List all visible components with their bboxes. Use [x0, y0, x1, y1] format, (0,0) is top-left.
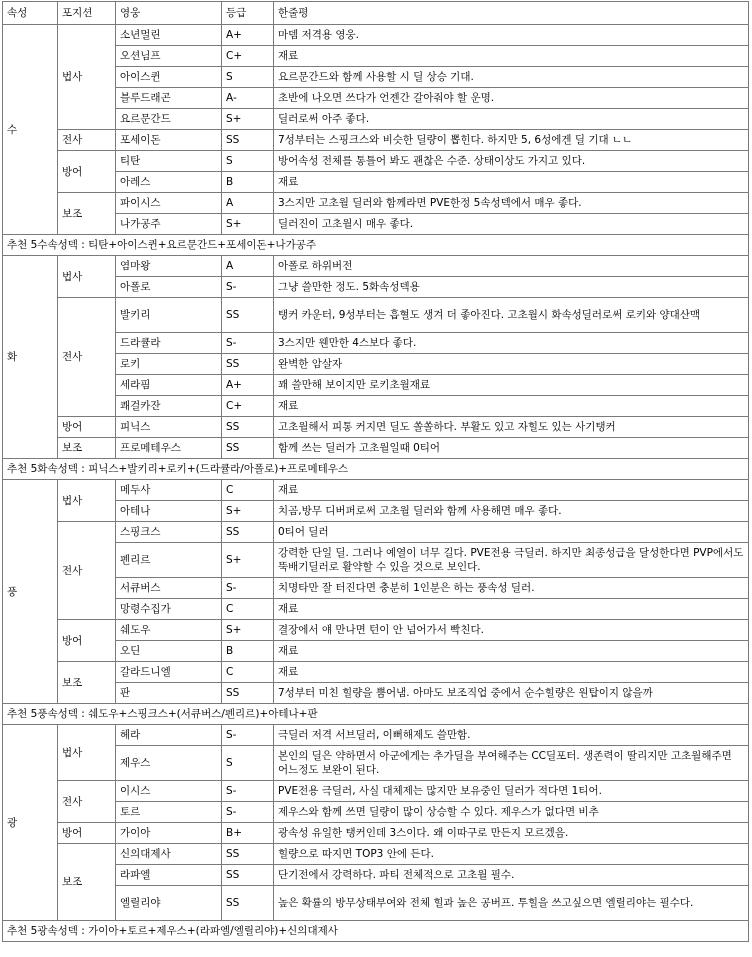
position-cell: 보조 — [58, 662, 116, 704]
position-cell: 보조 — [58, 438, 116, 459]
hero-row — [3, 417, 749, 438]
hero-name-cell: 스핑크스 — [116, 522, 222, 543]
hero-name-cell: 오딘 — [116, 641, 222, 662]
grade-cell: A — [222, 256, 274, 277]
comment-cell: 재료 — [274, 172, 749, 193]
hero-name-cell: 갈라드니엘 — [116, 662, 222, 683]
position-cell: 전사 — [58, 298, 116, 417]
grade-cell: SS — [222, 130, 274, 151]
position-cell: 법사 — [58, 725, 116, 781]
attribute-cell: 화 — [3, 256, 58, 459]
hero-row — [3, 130, 749, 151]
grade-cell: SS — [222, 865, 274, 886]
hero-name-cell: 쾌걸카잔 — [116, 396, 222, 417]
hero-row — [3, 480, 749, 501]
grade-cell: S- — [222, 277, 274, 298]
grade-cell: S- — [222, 725, 274, 746]
comment-cell: 0티어 딜러 — [274, 522, 749, 543]
position-cell: 방어 — [58, 620, 116, 662]
recommend-deck-cell: 추천 5수속성덱 : 티탄+아이스퀸+요르문간드+포세이돈+나가공주 — [3, 235, 749, 256]
hero-name-cell: 블루드래곤 — [116, 88, 222, 109]
comment-cell: 3스지만 고초월 딜러와 함께라면 PVE한정 5속성덱에서 매우 좋다. — [274, 193, 749, 214]
hero-name-cell: 서큐버스 — [116, 578, 222, 599]
hero-tier-table — [2, 1, 749, 942]
comment-cell: 완벽한 암살자 — [274, 354, 749, 375]
hero-name-cell: 염마왕 — [116, 256, 222, 277]
hero-row — [3, 256, 749, 277]
comment-cell: PVE전용 극딜러, 사실 대체제는 많지만 보유중인 딜러가 적다면 1티어. — [274, 781, 749, 802]
grade-cell: C — [222, 480, 274, 501]
hero-name-cell: 드라큘라 — [116, 333, 222, 354]
grade-cell: A+ — [222, 25, 274, 46]
position-cell: 보조 — [58, 844, 116, 921]
hero-name-cell: 아레스 — [116, 172, 222, 193]
grade-cell: S- — [222, 333, 274, 354]
comment-cell: 7성부터 미친 힐량을 뿜어냄. 아마도 보조직업 중에서 순수힐량은 원탑이지 않을까 — [274, 683, 749, 704]
hero-name-cell: 망령수집가 — [116, 599, 222, 620]
recommend-row — [3, 235, 749, 256]
position-cell: 방어 — [58, 823, 116, 844]
tier-body — [3, 25, 749, 942]
position-cell: 전사 — [58, 522, 116, 620]
recommend-deck-cell: 추천 5광속성덱 : 가이아+토르+제우스+(라파엘/엘릴리야)+신의대제사 — [3, 921, 749, 942]
header-hero: 영웅 — [116, 2, 222, 25]
comment-cell: 함께 쓰는 딜러가 고초월일때 0티어 — [274, 438, 749, 459]
comment-cell: 아폴로 하위버전 — [274, 256, 749, 277]
grade-cell: SS — [222, 844, 274, 865]
recommend-row — [3, 459, 749, 480]
grade-cell: A- — [222, 88, 274, 109]
comment-cell: 고초월해서 피통 커지면 딜도 쏠쏠하다. 부활도 있고 자힐도 있는 사기탱커 — [274, 417, 749, 438]
attribute-cell: 풍 — [3, 480, 58, 704]
grade-cell: B — [222, 172, 274, 193]
position-cell: 방어 — [58, 417, 116, 438]
comment-cell: 마뎀 저격용 영웅. — [274, 25, 749, 46]
header-row — [3, 2, 749, 25]
hero-row — [3, 662, 749, 683]
grade-cell: A — [222, 193, 274, 214]
comment-cell: 강력한 단일 딜. 그러나 예열이 너무 길다. PVE전용 극딜러. 하지만 최종성급을 달성한다면 PVP에서도 뚝배기딜러로 활약할 수 있을 것으로 보인다. — [274, 543, 749, 578]
grade-cell: SS — [222, 522, 274, 543]
comment-cell: 높은 확률의 방무상태부여와 전체 힐과 높은 공버프. 투힐을 쓰고싶으면 엘릴리야는 필수다. — [274, 886, 749, 921]
hero-name-cell: 나가공주 — [116, 214, 222, 235]
comment-cell: 재료 — [274, 641, 749, 662]
comment-cell: 치명타만 잘 터진다면 충분히 1인분은 하는 풍속성 딜러. — [274, 578, 749, 599]
hero-name-cell: 프로메테우스 — [116, 438, 222, 459]
hero-name-cell: 신의대제사 — [116, 844, 222, 865]
grade-cell: SS — [222, 298, 274, 333]
hero-row — [3, 298, 749, 333]
grade-cell: C+ — [222, 396, 274, 417]
grade-cell: C — [222, 662, 274, 683]
hero-name-cell: 헤라 — [116, 725, 222, 746]
comment-cell: 3스지만 웬만한 4스보다 좋다. — [274, 333, 749, 354]
comment-cell: 딜러진이 고초월시 매우 좋다. — [274, 214, 749, 235]
header-attribute: 속성 — [3, 2, 58, 25]
comment-cell: 방어속성 전체를 통틀어 봐도 괜찮은 수준. 상태이상도 가지고 있다. — [274, 151, 749, 172]
hero-row — [3, 823, 749, 844]
hero-name-cell: 아테나 — [116, 501, 222, 522]
comment-cell: 초반에 나오면 쓰다가 언젠간 갈아줘야 할 운명. — [274, 88, 749, 109]
recommend-row — [3, 704, 749, 725]
grade-cell: S+ — [222, 501, 274, 522]
comment-cell: 제우스와 함께 쓰면 딜량이 많이 상승할 수 있다. 제우스가 없다면 비추 — [274, 802, 749, 823]
hero-row — [3, 193, 749, 214]
grade-cell: S+ — [222, 620, 274, 641]
attribute-cell: 수 — [3, 25, 58, 235]
hero-name-cell: 포세이돈 — [116, 130, 222, 151]
comment-cell: 광속성 유일한 탱커인데 3스이다. 왜 이따구로 만든지 모르겠음. — [274, 823, 749, 844]
hero-name-cell: 오션님프 — [116, 46, 222, 67]
comment-cell: 요르문간드와 함께 사용할 시 딜 상승 기대. — [274, 67, 749, 88]
grade-cell: S+ — [222, 214, 274, 235]
comment-cell: 탱커 카운터, 9성부터는 흡혈도 생겨 더 좋아진다. 고초월시 화속성딜러로써 로키와 양대산맥 — [274, 298, 749, 333]
hero-row — [3, 620, 749, 641]
comment-cell: 재료 — [274, 396, 749, 417]
hero-name-cell: 요르문간드 — [116, 109, 222, 130]
comment-cell: 단기전에서 강력하다. 파티 전체적으로 고초월 필수. — [274, 865, 749, 886]
recommend-row — [3, 921, 749, 942]
hero-name-cell: 토르 — [116, 802, 222, 823]
grade-cell: SS — [222, 438, 274, 459]
grade-cell: S+ — [222, 109, 274, 130]
hero-row — [3, 725, 749, 746]
grade-cell: S- — [222, 578, 274, 599]
comment-cell: 재료 — [274, 662, 749, 683]
hero-name-cell: 세라핌 — [116, 375, 222, 396]
hero-name-cell: 티탄 — [116, 151, 222, 172]
hero-name-cell: 메두사 — [116, 480, 222, 501]
recommend-deck-cell: 추천 5화속성덱 : 피닉스+발키리+로키+(드라큘라/아폴로)+프로메테우스 — [3, 459, 749, 480]
recommend-deck-cell: 추천 5풍속성덱 : 쉐도우+스핑크스+(서큐버스/펜리르)+아테나+판 — [3, 704, 749, 725]
grade-cell: S+ — [222, 543, 274, 578]
header-grade: 등급 — [222, 2, 274, 25]
hero-name-cell: 피닉스 — [116, 417, 222, 438]
grade-cell: SS — [222, 886, 274, 921]
comment-cell: 힐량으로 따지면 TOP3 안에 든다. — [274, 844, 749, 865]
comment-cell: 치곰,방무 디버퍼로써 고초월 딜러와 함께 사용해면 매우 좋다. — [274, 501, 749, 522]
grade-cell: S — [222, 151, 274, 172]
hero-row — [3, 522, 749, 543]
hero-name-cell: 펜리르 — [116, 543, 222, 578]
position-cell: 법사 — [58, 480, 116, 522]
grade-cell: SS — [222, 683, 274, 704]
comment-cell: 꽤 쓸만해 보이지만 로키초월재료 — [274, 375, 749, 396]
hero-name-cell: 로키 — [116, 354, 222, 375]
comment-cell: 딜러로써 아주 좋다. — [274, 109, 749, 130]
hero-name-cell: 파이시스 — [116, 193, 222, 214]
header-comment: 한줄평 — [274, 2, 749, 25]
hero-name-cell: 아이스퀸 — [116, 67, 222, 88]
position-cell: 법사 — [58, 25, 116, 130]
comment-cell: 재료 — [274, 480, 749, 501]
hero-row — [3, 438, 749, 459]
attribute-cell: 광 — [3, 725, 58, 921]
hero-name-cell: 제우스 — [116, 746, 222, 781]
comment-cell: 극딜러 저격 서브딜러, 이뻐해제도 쓸만함. — [274, 725, 749, 746]
grade-cell: S- — [222, 781, 274, 802]
hero-name-cell: 아폴로 — [116, 277, 222, 298]
grade-cell: A+ — [222, 375, 274, 396]
comment-cell: 재료 — [274, 599, 749, 620]
position-cell: 전사 — [58, 130, 116, 151]
hero-name-cell: 엘릴리야 — [116, 886, 222, 921]
grade-cell: B+ — [222, 823, 274, 844]
comment-cell: 재료 — [274, 46, 749, 67]
hero-name-cell: 판 — [116, 683, 222, 704]
hero-name-cell: 이시스 — [116, 781, 222, 802]
grade-cell: S- — [222, 802, 274, 823]
position-cell: 전사 — [58, 781, 116, 823]
comment-cell: 그냥 쓸만한 정도. 5화속성덱용 — [274, 277, 749, 298]
position-cell: 법사 — [58, 256, 116, 298]
hero-row — [3, 781, 749, 802]
hero-name-cell: 발키리 — [116, 298, 222, 333]
position-cell: 보조 — [58, 193, 116, 235]
grade-cell: B — [222, 641, 274, 662]
hero-name-cell: 소년멀린 — [116, 25, 222, 46]
header-position: 포지션 — [58, 2, 116, 25]
grade-cell: C+ — [222, 46, 274, 67]
grade-cell: C — [222, 599, 274, 620]
hero-row — [3, 151, 749, 172]
hero-row — [3, 844, 749, 865]
comment-cell: 본인의 딜은 약하면서 아군에게는 추가딜을 부여해주는 CC딜포터. 생존력이 딸리지만 고초월해주면 어느정도 보완이 된다. — [274, 746, 749, 781]
comment-cell: 결장에서 얘 만나면 턴이 안 넘어가서 빡친다. — [274, 620, 749, 641]
hero-name-cell: 라파엘 — [116, 865, 222, 886]
grade-cell: S — [222, 746, 274, 781]
hero-name-cell: 가이아 — [116, 823, 222, 844]
grade-cell: SS — [222, 354, 274, 375]
grade-cell: SS — [222, 417, 274, 438]
comment-cell: 7성부터는 스핑크스와 비슷한 딜량이 뽑힌다. 하지만 5, 6성에겐 딜 기대 ㄴㄴ — [274, 130, 749, 151]
hero-row — [3, 25, 749, 46]
position-cell: 방어 — [58, 151, 116, 193]
hero-name-cell: 쉐도우 — [116, 620, 222, 641]
grade-cell: S — [222, 67, 274, 88]
